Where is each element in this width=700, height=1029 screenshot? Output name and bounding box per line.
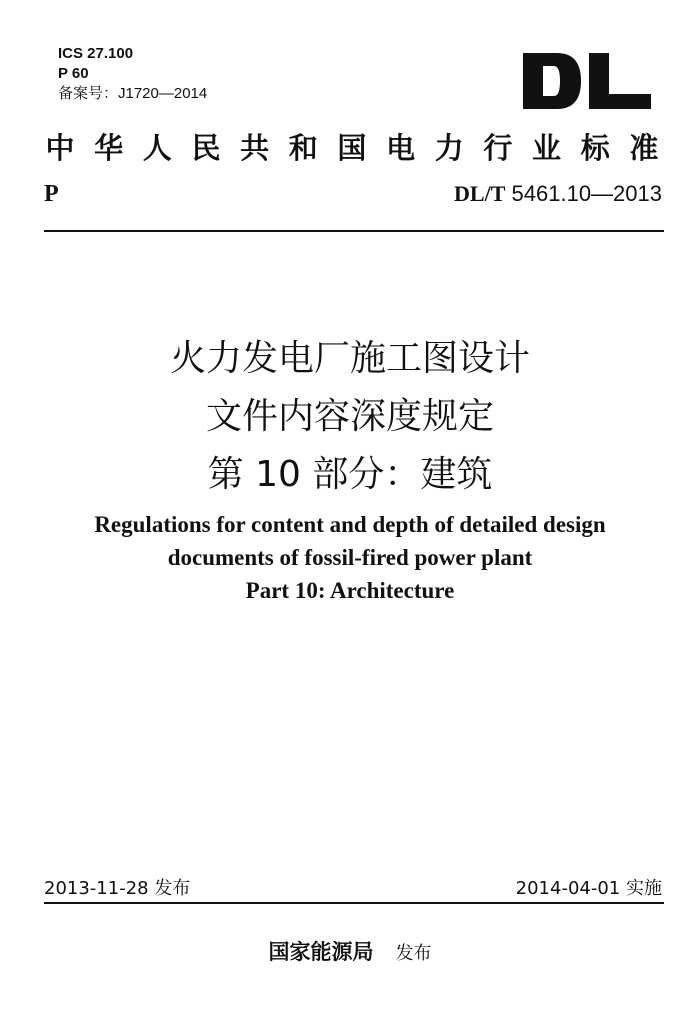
english-title-line: Part 10: Architecture <box>245 578 455 603</box>
implementation-date: 2014-04-01 实施 <box>515 878 662 899</box>
title-char: 力 <box>434 130 464 165</box>
dl-logo <box>523 53 651 109</box>
title-char: 共 <box>240 130 270 165</box>
document-meta <box>58 44 207 104</box>
title-char: 行 <box>483 130 513 165</box>
ics-code: ICS 27.100 <box>58 45 134 62</box>
category-code: P 60 <box>58 65 89 82</box>
chinese-title-line: 火力发电厂施工图设计 <box>169 338 530 379</box>
english-title <box>0 508 700 607</box>
issue-date: 2013-11-28 发布 <box>44 878 191 899</box>
chinese-title-line: 第 10 部分：建筑 <box>207 454 493 495</box>
chinese-title <box>0 330 700 504</box>
title-char: 和 <box>288 130 318 165</box>
top-divider <box>44 230 664 232</box>
publisher <box>0 936 700 966</box>
title-char: 标 <box>580 130 610 165</box>
title-char: 准 <box>629 130 659 165</box>
title-char: 人 <box>142 130 172 165</box>
standard-title <box>42 128 662 164</box>
title-char: 国 <box>337 130 367 165</box>
filing-number: 备案号：J1720—2014 <box>58 85 208 102</box>
standard-prefix: DL/T <box>454 181 506 206</box>
english-title-line: documents of fossil-fired power plant <box>167 545 533 570</box>
chinese-title-line: 文件内容深度规定 <box>205 396 494 437</box>
title-char: 业 <box>532 130 562 165</box>
publisher-action: 发布 <box>395 943 432 964</box>
standard-number <box>454 181 662 207</box>
title-char: 华 <box>94 130 124 165</box>
publisher-name: 国家能源局 <box>268 939 374 964</box>
english-title-line: Regulations for content and depth of detailed design <box>94 512 606 537</box>
bottom-divider <box>44 902 664 904</box>
standard-code: 5461.10—2013 <box>511 181 662 206</box>
title-char: 电 <box>386 130 416 165</box>
classification-code: P <box>44 181 59 207</box>
title-char: 民 <box>191 130 221 165</box>
title-char: 中 <box>45 130 75 165</box>
